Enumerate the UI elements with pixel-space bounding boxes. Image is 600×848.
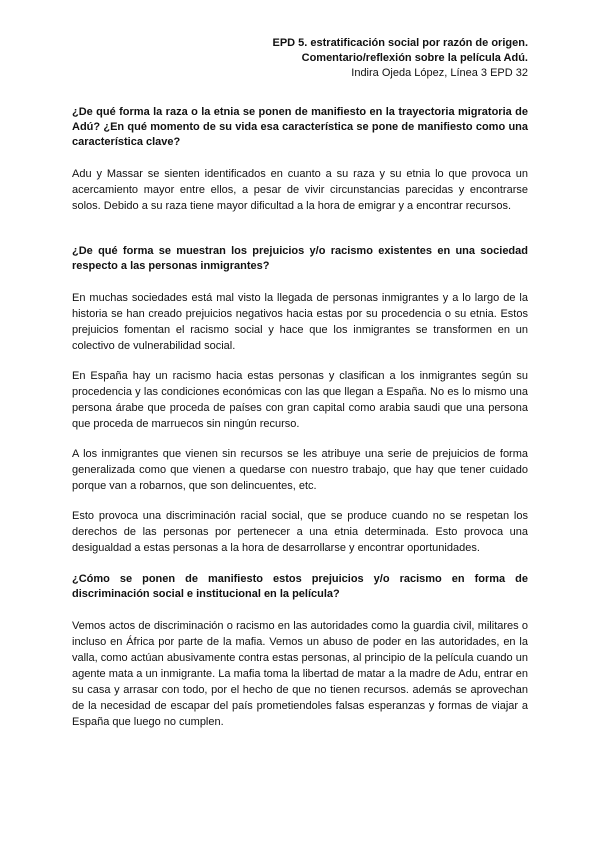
section-2-paragraph-4: Esto provoca una discriminación racial social, que se produce cuando no se respetan los derechos de las personas por pertenecer a una etnia determinada. Esto provoca una desigualdad a estas personas a la hora de desarrollarse y encontrar oportunidades. xyxy=(72,510,528,554)
section-2-paragraph-2: En España hay un racismo hacia estas personas y clasifican a los inmigrantes según su procedencia y las condiciones económicas con las que llegan a España. No es lo mismo una persona árabe que proceda de países con gran capital como arabia saudi que una persona que proceda de marruecos sin ningún recurso. xyxy=(72,370,528,430)
section-2-question: ¿De qué forma se muestran los prejuicios y/o racismo existentes en una sociedad respecto a las personas inmigrantes? xyxy=(72,245,528,272)
section-2-paragraph-3: A los inmigrantes que vienen sin recursos se les atribuye una serie de prejuicios de forma generalizada como que vienen a quedarse con nuestro trabajo, que hay que tener cuidado porque van a robarnos, que son delincuentes, etc. xyxy=(72,448,528,492)
header-subtitle: Comentario/reflexión sobre la película Adú. xyxy=(301,52,528,64)
section-2 xyxy=(72,244,528,556)
header-author: Indira Ojeda López, Línea 3 EPD 32 xyxy=(351,67,528,79)
section-3-question: ¿Cómo se ponen de manifiesto estos prejuicios y/o racismo en forma de discriminación social e institucional en la película? xyxy=(72,573,528,600)
section-1 xyxy=(72,105,528,214)
section-3 xyxy=(72,572,528,730)
header-title: EPD 5. estratificación social por razón de origen. xyxy=(272,37,528,49)
section-1-paragraph-1: Adu y Massar se sienten identificados en cuanto a su raza y su etnia lo que provoca un acercamiento mayor entre ellos, a pesar de vivir circunstancias parecidas y encontrarse solos. Debido a su raza tiene mayor dificultad a la hora de emigrar y a encontrar recursos. xyxy=(72,168,528,212)
section-2-paragraph-1: En muchas sociedades está mal visto la llegada de personas inmigrantes y a lo largo de la historia se han creado prejuicios negativos hacia estas por su procedencia o su etnia. Estos prejuicios fomentan el racismo social y hace que los inmigrantes se transformen en un colectivo de vulnerabilidad social. xyxy=(72,292,528,352)
section-1-question: ¿De qué forma la raza o la etnia se ponen de manifiesto en la trayectoria migratoria de Adú? ¿En qué momento de su vida esa característica se pone de manifiesto como una característica clave? xyxy=(72,106,528,148)
section-3-paragraph-1: Vemos actos de discriminación o racismo en las autoridades como la guardia civil, militares o incluso en África por parte de la mafia. Vemos un abuso de poder en las autoridades, en la valla, como actúan abusivamente contra estas personas, al principio de la película cuando un agente mata a un inmigrante. La mafia toma la libertad de matar a la madre de Adu, entrar en su casa y arrasar con todo, por el hecho de que no tienen recursos. además se aprovechan de la necesidad de escapar del país prometiendoles falsas esperanzas y formas de viajar a España que luego no cumplen. xyxy=(72,620,528,728)
document-header xyxy=(72,36,528,81)
document-page xyxy=(72,36,528,756)
